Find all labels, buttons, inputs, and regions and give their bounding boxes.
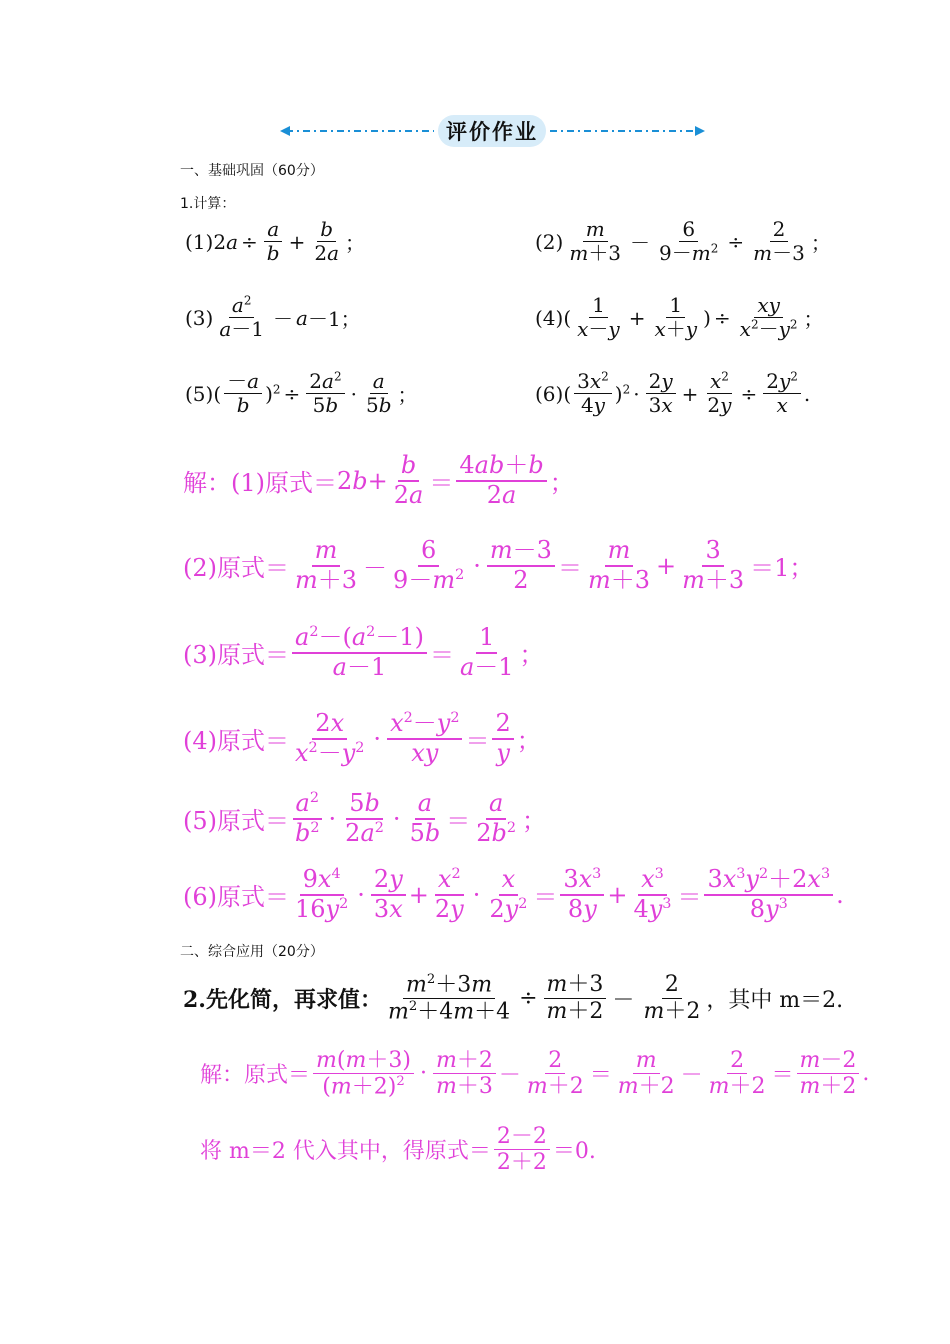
question-1-5: (5)( $\frac{-a}{b}$ )$^2$ ÷ $\frac{2a^2}{5b}$ · $\frac{a}{5b}$ ；: [185, 369, 418, 417]
banner-title: 评价作业: [438, 115, 546, 147]
answer-1-4: (4)原式＝ $\frac{2x}{x^2-y^2}$ · $\frac{x^2-y^2}{xy}$ ＝ $\frac{2}{y}$ ；: [183, 709, 541, 767]
answer-1-2: (2)原式＝ $\frac{m}{m+3}$ － $\frac{6}{9-m^2}$ · $\frac{m-3}{2}$ ＝ $\frac{m}{m+3}$ + $\frac{3}{m+3}$ ＝1；: [183, 536, 814, 594]
question-1-label: 1.计算：: [180, 196, 236, 212]
question-1-3: (3) $\frac{a^2}{a-1}$ － a －1；: [185, 293, 361, 341]
answer-1-1: 解：(1)原式＝ 2b+ $\frac{b}{2a}$ ＝ $\frac{4ab+b}{2a}$ ；: [183, 451, 574, 509]
question-1-2: (2) $\frac{m}{m+3}$ － $\frac{6}{9-m^2}$ ÷ $\frac{2}{m-3}$ ；: [535, 217, 831, 265]
section-heading-application: 二、综合应用（20分）: [180, 944, 324, 960]
section-heading-basic: 一、基础巩固（60分）: [180, 163, 324, 179]
answer-1-5: (5)原式＝ $\frac{a^2}{b^2}$ · $\frac{5b}{2a^2}$ · $\frac{a}{5b}$ ＝ $\frac{a}{2b^2}$ ；: [183, 789, 547, 847]
question-1-6: (6)( $\frac{3x^2}{4y}$ )$^2$ · $\frac{2y}{3x}$ + $\frac{x^2}{2y}$ ÷ $\frac{2y^2}{x}$ .: [535, 369, 811, 417]
answer-2: 解：原式＝ $\frac{m(m+3)}{(m+2)^2}$ · $\frac{m+2}{m+3}$ － $\frac{2}{m+2}$ ＝ $\frac{m}{m+2}$ － $\frac{2}{m+2}$ ＝ $\frac{m-2}{m+2}$ .: [200, 1048, 870, 1100]
question-1-1: (1)2a ÷ $\frac{a}{b}$ + $\frac{b}{2a}$ ；: [185, 217, 366, 265]
question-2: 2.先化简，再求值： $\frac{m^2+3m}{m^2+4m+4}$ ÷ $\frac{m+3}{m+2}$ － $\frac{2}{m+2}$ ，其中 m＝2.: [183, 972, 844, 1024]
question-1-4: (4)( $\frac{1}{x-y}$ + $\frac{1}{x+y}$ ) ÷ $\frac{xy}{x^2-y^2}$ ；: [535, 293, 824, 341]
answer-1-3: (3)原式＝ $\frac{a^2-(a^2-1)}{a-1}$ ＝ $\frac{1}{a-1}$ ；: [183, 623, 544, 681]
answer-1-6: (6)原式＝ $\frac{9x^4}{16y^2}$ · $\frac{2y}{3x}$ + $\frac{x^2}{2y}$ · $\frac{x}{2y^2}$ ＝ $\frac{3x^3}{8y}$ + $\frac{x^3}{4y^3}$ ＝ $\frac{3x^3y^2+2x^3}{8y^3}$ .: [183, 865, 844, 923]
answer-2-substitution: 将 m＝2 代入其中，得原式＝ $\frac{2-2}{2+2}$ ＝0.: [200, 1124, 596, 1176]
section-banner: [280, 115, 705, 147]
